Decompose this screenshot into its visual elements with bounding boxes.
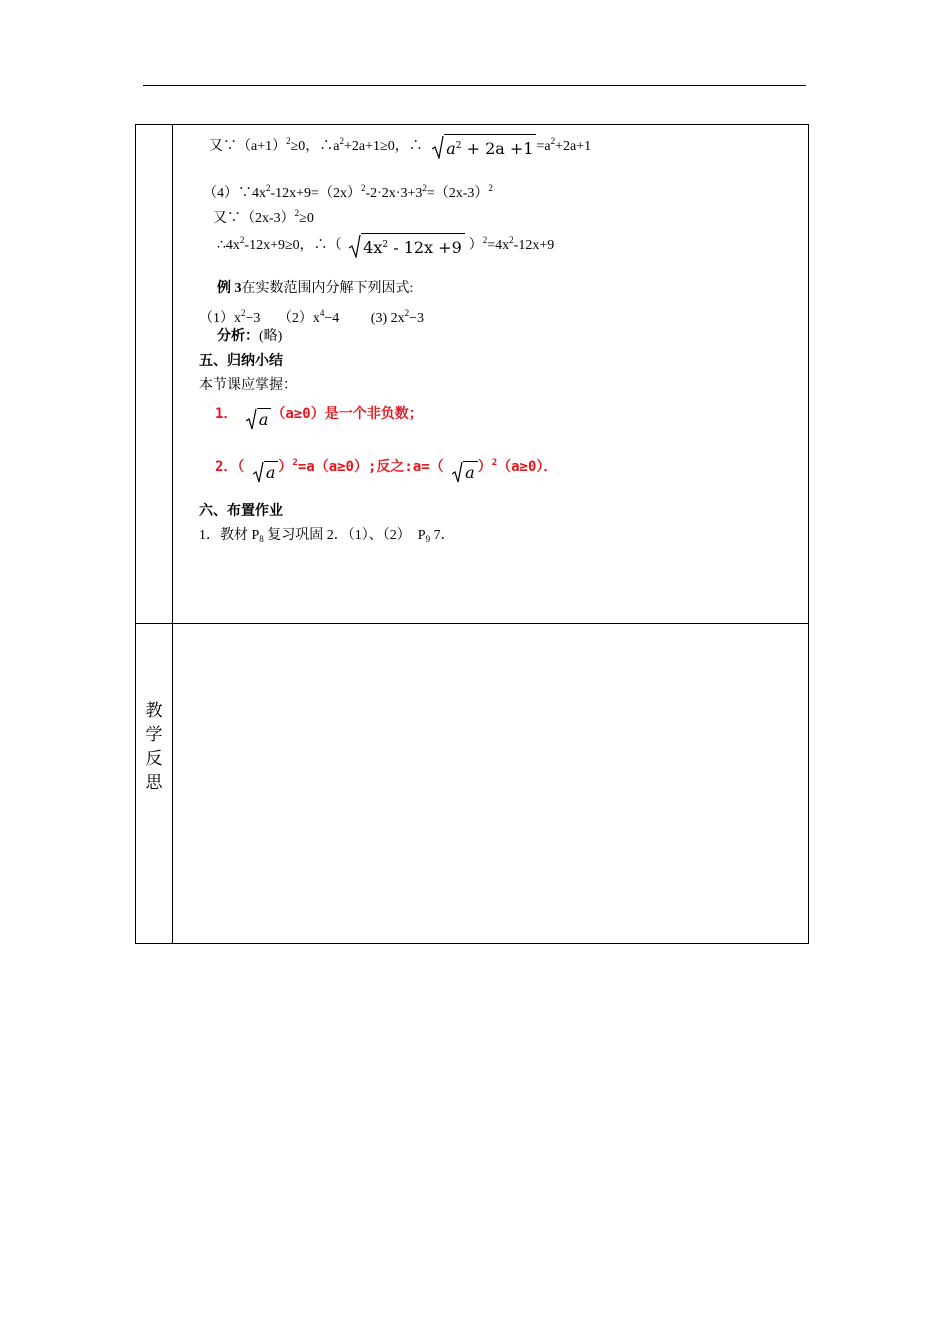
sup: 2	[488, 183, 493, 193]
homework-line	[199, 527, 455, 548]
text: -12x+9=（2x）	[270, 186, 361, 201]
radical-sign-icon	[349, 234, 361, 258]
sup: 2	[294, 208, 300, 218]
sqrt-a-1	[246, 408, 272, 430]
sqrt-expr-1	[432, 134, 536, 159]
rad-term: 4x	[363, 238, 383, 258]
side-cell-empty	[136, 125, 173, 624]
example-3-text: 在实数范围内分解下列因式:	[241, 281, 414, 296]
sup: 2	[339, 136, 345, 146]
text: ）	[278, 459, 293, 475]
radical-sign-icon	[246, 408, 257, 430]
sqrt-a-3	[452, 461, 478, 483]
content-cell	[173, 125, 809, 624]
label-char: 教	[145, 701, 163, 720]
label-char: 学	[145, 725, 163, 744]
reflection-label	[136, 624, 172, 943]
sup: 2	[404, 308, 410, 318]
text: -12x+9≥0，∴（	[244, 238, 342, 253]
text: −4 (3) 2x	[324, 311, 405, 326]
text: =a	[536, 139, 551, 154]
rad-var: a	[446, 139, 456, 159]
text: 又∵（2x-3）	[213, 211, 295, 226]
content-row	[136, 125, 809, 624]
text: 7．	[430, 528, 455, 543]
text: -12x+9	[513, 238, 555, 253]
reflection-label-cell	[136, 624, 173, 944]
text: +2a+1≥0，∴	[344, 139, 423, 154]
sup: 2	[360, 183, 366, 193]
text: =4x	[487, 238, 510, 253]
sup: 2	[239, 235, 245, 245]
label-char: 思	[145, 773, 163, 792]
header-rule	[143, 85, 806, 86]
sup: 2	[286, 136, 291, 146]
lesson-table	[135, 124, 809, 944]
text: 又∵（a+1）	[209, 139, 287, 154]
reflection-content-cell	[173, 624, 809, 944]
text: ≥0	[299, 211, 314, 226]
sub: 8	[259, 534, 264, 544]
text: （a≥0）．	[497, 459, 558, 475]
radical-sign-icon	[432, 135, 444, 159]
sqrt-a-2	[253, 461, 279, 483]
sup: 2	[509, 235, 514, 245]
text: 复习巩固 2．（1）、（2） P	[263, 528, 426, 543]
rad-rest: + 2a +1	[466, 139, 534, 159]
label-char: 反	[145, 749, 163, 768]
text: ≥0，∴a	[290, 139, 340, 154]
sup: 2	[422, 183, 427, 193]
sub: 9	[425, 534, 431, 544]
rad-var: a	[465, 463, 475, 482]
text: （4）∵4x	[203, 186, 266, 201]
sup: 4	[319, 308, 325, 318]
line-2	[203, 179, 493, 203]
text: ）	[477, 459, 492, 475]
text: +2a+1	[555, 139, 592, 154]
example-3-items	[199, 304, 424, 328]
rad-var: a	[258, 410, 269, 429]
text: −3	[409, 311, 425, 326]
line-3	[213, 204, 314, 228]
text: =a（a≥0）;反之:a=（	[297, 459, 444, 475]
analysis-text: (略)	[259, 329, 283, 344]
section-5-title: 五、归纳小结	[199, 354, 283, 369]
summary-item-1	[215, 405, 423, 430]
text: 1．教材 P	[199, 528, 260, 543]
sup: 2	[241, 308, 246, 318]
example-3-title: 例 3	[217, 281, 242, 296]
sup: 2	[491, 458, 498, 468]
text: =（2x-3）	[426, 186, 489, 201]
sup: 2	[266, 183, 271, 193]
text: ∴4x	[217, 238, 240, 253]
sup: 2	[455, 141, 462, 152]
reflection-row	[136, 624, 809, 944]
text: −3 （2）x	[245, 311, 320, 326]
sup: 2	[482, 235, 488, 245]
text: 1．	[215, 406, 238, 422]
analysis-line	[217, 328, 282, 346]
radical-sign-icon	[253, 461, 264, 483]
sup: 2	[382, 240, 389, 251]
rad-rest: - 12x +9	[393, 238, 462, 258]
example-3-line	[217, 280, 413, 298]
line-1	[209, 132, 591, 159]
text: （1）x	[199, 311, 241, 326]
section-5-intro: 本节课应掌握：	[199, 378, 297, 393]
text: -2·2x·3+3	[365, 186, 423, 201]
sup: 2	[550, 136, 556, 146]
sup: 2	[292, 458, 298, 468]
text: 2．（	[215, 459, 245, 475]
summary-item-2	[215, 454, 557, 483]
text: ）	[468, 238, 483, 253]
radical-sign-icon	[452, 461, 463, 483]
line-4	[217, 231, 554, 258]
section-6-title: 六、布置作业	[199, 504, 283, 519]
sqrt-expr-2	[349, 233, 465, 258]
rad-var: a	[265, 463, 276, 482]
analysis-label: 分析：	[217, 329, 259, 344]
text: （a≥0）是一个非负数；	[271, 406, 423, 422]
